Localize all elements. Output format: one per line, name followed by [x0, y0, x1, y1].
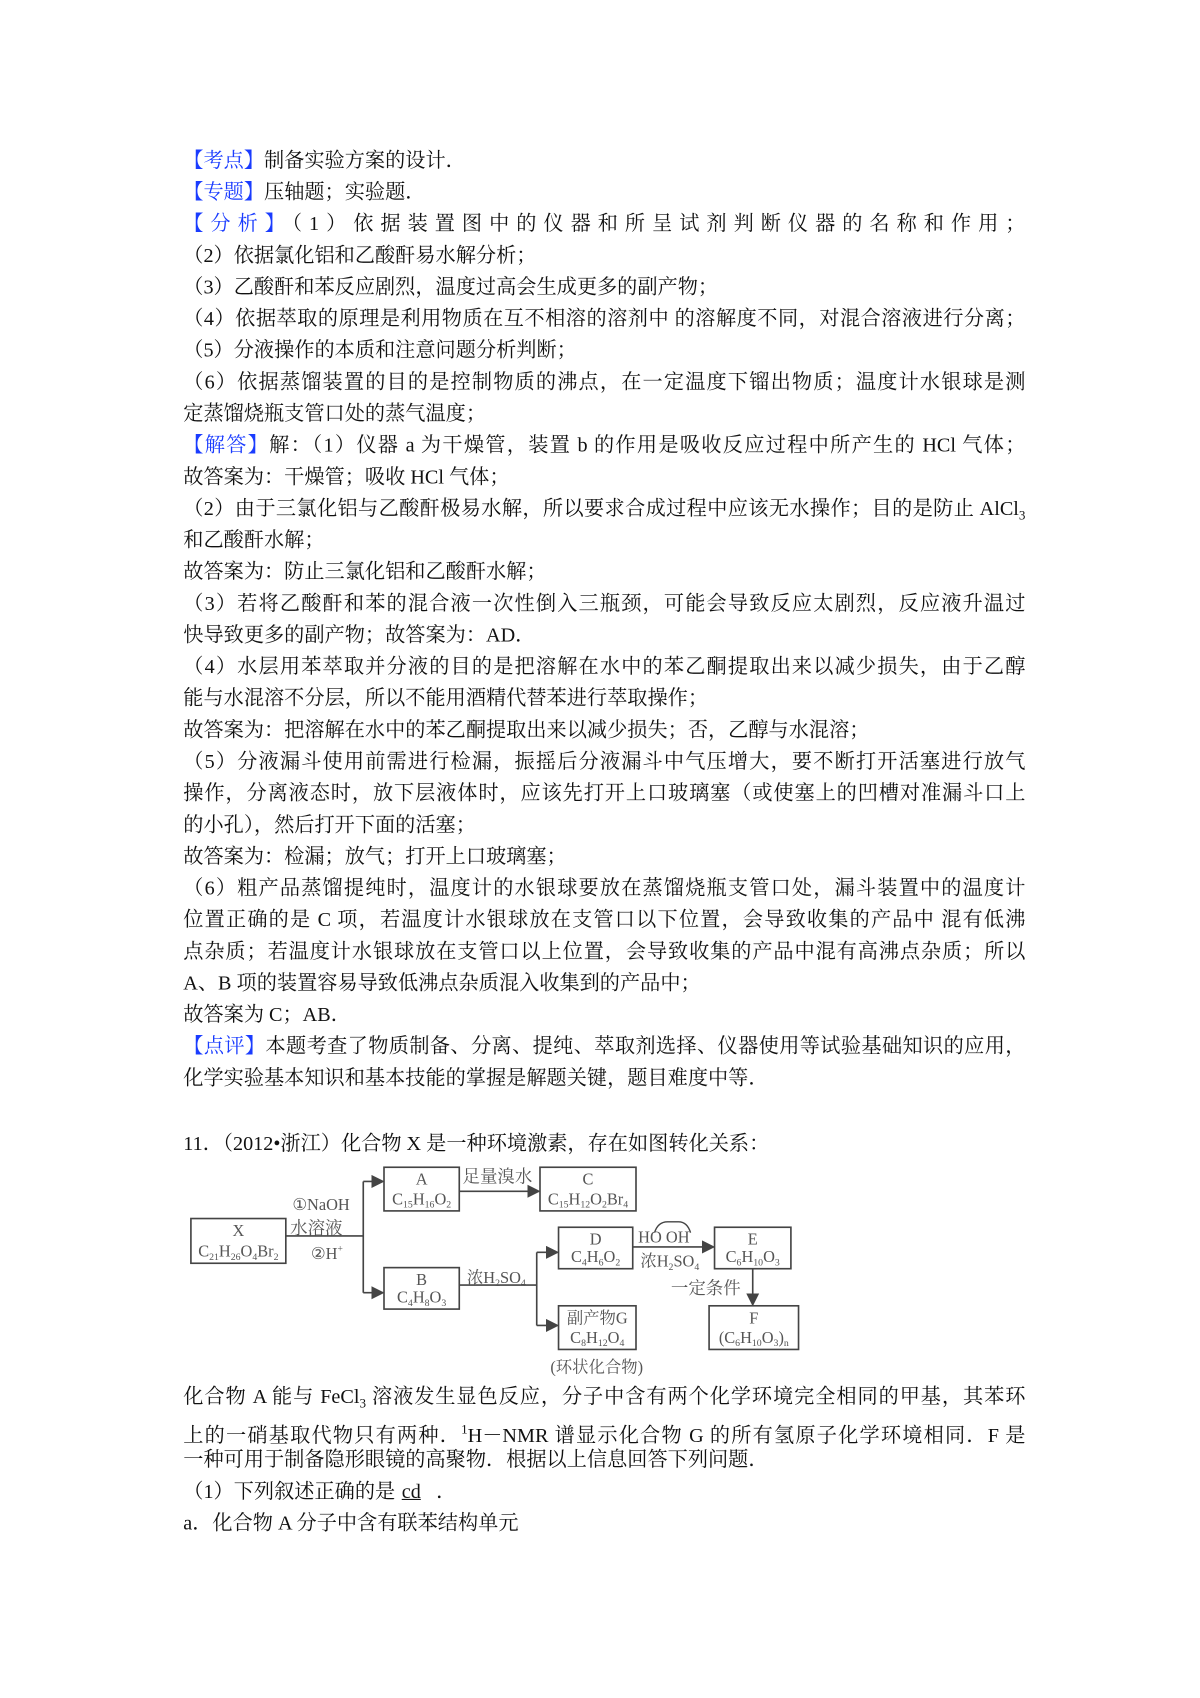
formula-part: SO — [673, 1251, 695, 1271]
text-segment: ． — [436, 1481, 457, 1504]
formula-part: H — [586, 1247, 599, 1267]
text-segment: 故答案为 C；AB． — [183, 1004, 351, 1027]
text-line — [183, 1477, 1025, 1509]
text-segment: 化学实验基本知识和基本技能的掌握是解题关键，题目难度中等． — [183, 1067, 769, 1090]
text-segment: 制备实验方案的设计． — [264, 150, 466, 173]
formula-part: O — [761, 1327, 774, 1347]
formula-text — [467, 1268, 526, 1289]
text-segment: 定蒸馏烧瓶支管口处的蒸气温度； — [183, 403, 487, 426]
text-segment: （6）粗产品蒸馏提纯时，温度计的水银球要放在蒸馏烧瓶支管口处，漏斗装置中的温度计 — [183, 878, 1026, 900]
subscript: 4 — [619, 1338, 625, 1350]
formula-part: H — [412, 1287, 425, 1307]
subscript: 2 — [273, 1251, 279, 1263]
section-label: 【专题】 — [183, 182, 265, 204]
compound-name: A — [415, 1169, 428, 1189]
text-segment: （1）下列叙述正确的是 — [183, 1481, 396, 1504]
formula-part: 浓H — [640, 1251, 669, 1271]
formula-part: SO — [499, 1267, 521, 1287]
text-segment: 点杂质；若温度计水银球放在支管口以上位置，会导致收集的产品中混有高沸点杂质；所以 — [183, 941, 1026, 964]
formula-part: C — [547, 1189, 559, 1209]
formula-text — [392, 1189, 451, 1210]
subscript: 2 — [495, 1278, 500, 1290]
text-segment: 位置正确的是 C 项，若温度计水银球放在支管口以下位置，会导致收集的产品中 混有低沸 — [183, 909, 1026, 932]
condition-label: 水溶液 — [290, 1217, 343, 1238]
text-segment: a．化合物 A 分子中含有联苯结构单元 — [183, 1513, 519, 1535]
formula-text — [548, 1189, 628, 1210]
text-segment: A、B 项的装置容易导致低沸点杂质混入收集到的产品中； — [183, 973, 701, 995]
text-segment: （3）乙酸酐和苯反应剧烈，温度过高会生成更多的副产物； — [183, 277, 719, 299]
subscript: 10 — [753, 1257, 764, 1269]
compound-name: 副产物G — [566, 1308, 628, 1328]
compound-name: B — [416, 1270, 428, 1290]
subscript: 2 — [615, 1257, 621, 1269]
subscript: 3 — [441, 1297, 447, 1309]
formula-part: O — [607, 1327, 620, 1347]
answer-blank: cd — [401, 1481, 421, 1504]
subscript: 3 — [774, 1257, 780, 1269]
section-label: 【考点】 — [183, 150, 265, 173]
formula-part: C — [570, 1327, 582, 1347]
superscript: + — [337, 1243, 343, 1255]
text-segment: 能与水混溶不分层，所以不能用酒精代替苯进行萃取操作； — [183, 688, 709, 711]
formula-part: O — [603, 1247, 616, 1267]
subscript: 2 — [446, 1199, 452, 1211]
formula-text — [640, 1252, 699, 1273]
formula-part: Br — [606, 1189, 624, 1209]
condition-label: ①NaOH — [292, 1194, 350, 1214]
subscript: 6 — [598, 1257, 604, 1269]
text-segment: 操作，分离液态时，放下层液体时，应该先打开上口玻璃塞（或使塞上的凹槽对准漏斗口上 — [183, 783, 1026, 806]
formula-part: H — [586, 1327, 598, 1347]
formula-part: C — [570, 1247, 582, 1267]
subscript: 4 — [694, 1261, 700, 1273]
condition-label: (环状化合物) — [550, 1357, 644, 1377]
subscript: 3 — [359, 1395, 366, 1411]
section-label: 【解答】 — [183, 435, 270, 458]
subscript: 12 — [580, 1199, 591, 1211]
subscript: 8 — [581, 1338, 587, 1350]
text-segment: （4）依据萃取的原理是利用物质在互不相溶的溶剂中 的溶解度不同，对混合溶液进行分离； — [183, 308, 1026, 331]
text-segment: 和乙酸酐水解； — [183, 530, 325, 552]
subscript: 4 — [252, 1251, 258, 1263]
subscript: 10 — [751, 1338, 762, 1350]
text-segment: H－NMR 谱显示化合物 G 的所有氢原子化学环境相同．F 是 — [467, 1425, 1026, 1448]
formula-part: C — [725, 1247, 737, 1267]
subscript: 2 — [668, 1261, 674, 1273]
text-segment: 11．（2012•浙江）化合物 X 是一种环境激素，存在如图转化关系： — [183, 1133, 770, 1156]
formula-part: (C — [718, 1327, 736, 1347]
subscript: n — [783, 1338, 789, 1350]
text-segment: 上的一硝基取代物只有两种． — [183, 1425, 462, 1448]
formula-part: H — [568, 1189, 581, 1209]
subscript: 16 — [424, 1199, 435, 1211]
formula-part: O — [240, 1241, 253, 1261]
text-line — [183, 1414, 1025, 1446]
subscript: 15 — [403, 1199, 413, 1211]
formula-part: ) — [778, 1327, 784, 1347]
condition-text: ②H — [310, 1243, 338, 1263]
text-segment: （1）依据装置图中的仪器和所呈试剂判断仪器的名称和作用； — [291, 213, 1026, 236]
subscript: 4 — [623, 1199, 629, 1211]
subscript: 2 — [601, 1199, 607, 1211]
subscript: 4 — [520, 1278, 526, 1290]
formula-part: O — [429, 1287, 442, 1307]
subscript: 8 — [424, 1297, 430, 1309]
text-segment: 故答案为：防止三氯化铝和乙酸酐水解； — [183, 561, 547, 584]
subscript: 3 — [773, 1338, 779, 1350]
text-line — [183, 1509, 1025, 1541]
condition-label: HO OH — [638, 1227, 690, 1247]
section-label: 【点评】 — [183, 1036, 266, 1059]
subscript: 4 — [581, 1257, 587, 1269]
condition-label — [311, 1243, 343, 1263]
subscript: 3 — [1018, 507, 1026, 523]
compound-name: C — [582, 1169, 594, 1189]
formula-part: H — [218, 1241, 231, 1261]
text-segment: （3）若将乙酸酐和苯的混合液一次性倒入三瓶颈，可能会导致反应太剧烈，反应液升温过 — [183, 593, 1026, 616]
subscript: 4 — [407, 1297, 413, 1309]
text-segment: 故答案为：把溶解在水中的苯乙酮提取出来以减少损失；否，乙醇与水混溶； — [183, 719, 870, 742]
compound-name: X — [232, 1220, 245, 1240]
formula-part: C — [392, 1189, 404, 1209]
text-segment: （2）依据氯化铝和乙酸酐易水解分析； — [183, 245, 537, 268]
formula-text — [571, 1247, 620, 1268]
text-segment: （2）由于三氯化铝与乙酸酐极易水解，所以要求合成过程中应该无水操作；目的是防止 AlCl — [183, 498, 1019, 521]
supscript: 1 — [461, 1421, 468, 1437]
subscript: 12 — [597, 1338, 608, 1350]
compound-name: E — [747, 1229, 758, 1249]
text-segment: 故答案为：检漏；放气；打开上口玻璃塞； — [183, 846, 567, 869]
text-segment: （5）分液操作的本质和注意问题分析判断； — [183, 340, 577, 363]
formula-part: H — [412, 1189, 425, 1209]
formula-part: C — [396, 1287, 408, 1307]
text-segment: 快导致更多的副产物；故答案为：AD． — [183, 625, 536, 647]
section-label: 【分析】 — [183, 213, 292, 236]
formula-text — [570, 1328, 624, 1349]
text-segment: （6）依据蒸馏装置的目的是控制物质的沸点，在一定温度下镏出物质；温度计水银球是测 — [183, 371, 1026, 394]
text-segment: 一种可用于制备隐形眼镜的高聚物．根据以上信息回答下列问题． — [183, 1449, 769, 1472]
formula-text — [198, 1242, 278, 1263]
formula-part: O — [434, 1189, 447, 1209]
formula-text — [726, 1247, 780, 1268]
text-segment: 溶液发生显色反应，分子中含有两个化学环境完全相同的甲基，其苯环 — [365, 1386, 1026, 1409]
text-segment: 本题考查了物质制备、分离、提纯、萃取剂选择、仪器使用等试验基础知识的应用， — [265, 1036, 1026, 1059]
formula-part: Br — [257, 1241, 274, 1261]
text-segment: （5）分液漏斗使用前需进行检漏，振摇后分液漏斗中气压增大，要不断打开活塞进行放气 — [183, 751, 1026, 774]
formula-part: O — [590, 1189, 602, 1209]
formula-part: 浓H — [466, 1267, 496, 1287]
subscript: 6 — [736, 1257, 742, 1269]
formula-part: H — [741, 1247, 754, 1267]
condition-label: 一定条件 — [670, 1277, 741, 1298]
text-segment: 压轴题；实验题． — [264, 182, 426, 204]
formula-text — [719, 1328, 789, 1349]
text-segment: 化合物 A 能与 FeCl — [183, 1386, 360, 1409]
subscript: 21 — [209, 1251, 219, 1263]
subscript: 15 — [558, 1199, 569, 1211]
formula-part: C — [198, 1241, 210, 1261]
formula-text — [397, 1288, 446, 1309]
compound-name: D — [589, 1229, 602, 1249]
compound-name: F — [749, 1308, 759, 1328]
condition-label: 足量溴水 — [462, 1166, 533, 1187]
text-segment: （4）水层用苯萃取并分液的目的是把溶解在水中的苯乙酮提取出来以减少损失，由于乙醇 — [183, 656, 1026, 679]
text-segment: 解：（1）仪器 a 为干燥管，装置 b 的作用是吸收反应过程中所产生的 HCl 气体； — [269, 435, 1026, 458]
formula-part: H — [740, 1327, 752, 1347]
formula-part: O — [763, 1247, 775, 1267]
subscript: 26 — [230, 1251, 241, 1263]
text-segment: 故答案为：干燥管；吸收 HCl 气体； — [183, 466, 510, 489]
text-line — [183, 1445, 1025, 1477]
text-line — [183, 1382, 1025, 1414]
text-segment: 的小孔），然后打开下面的活塞； — [183, 814, 476, 837]
subscript: 6 — [735, 1338, 741, 1350]
